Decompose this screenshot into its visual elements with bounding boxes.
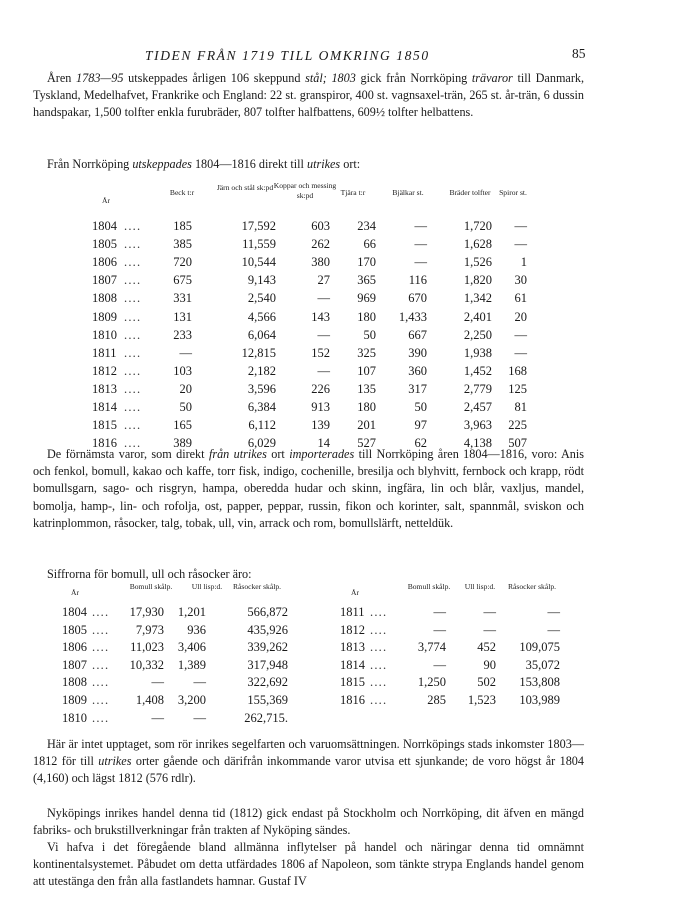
import-cell: 11,023 (130, 640, 164, 655)
export-cell: — (514, 345, 527, 360)
import-cell: 1,389 (177, 657, 206, 672)
export-leader: .... (124, 273, 142, 288)
import-cell: 35,072 (525, 657, 560, 672)
export-cell: 720 (173, 255, 192, 270)
export-cell: 180 (357, 400, 376, 414)
export-cell: 527 (357, 436, 376, 451)
import-leader: .... (370, 693, 388, 707)
import-leader: .... (92, 693, 110, 707)
export-cell: 116 (408, 273, 427, 288)
import-cell: 155,369 (247, 693, 288, 707)
export-cell: 262 (311, 237, 330, 252)
paragraph-exports-1804: Från Norrköping utskeppades 1804—1816 direkt till utrikes ort: (47, 157, 361, 171)
export-leader: .... (124, 418, 142, 433)
export-cell: 20 (179, 381, 192, 396)
export-cell: 103 (173, 363, 192, 378)
import-leader: .... (370, 675, 388, 690)
import-header-1-3: Råsocker skålp. (507, 582, 557, 591)
import-cell: 1,201 (177, 605, 206, 619)
import-cell: 339,262 (247, 640, 288, 655)
export-cell: 27 (317, 273, 330, 288)
export-cell: 675 (173, 273, 192, 288)
export-cell: 168 (508, 363, 527, 378)
paragraph-exports-1783: Åren 1783—95 utskeppades årligen 106 skeppund stål; 1803 gick från Norrköping trävaror till Danmark, Tyskland, Medelhafvet, Frankrike och England: 22 st. granspiror, 400 st. vagnsaxel-trän, 265 st. år-trän, 6 dussin handspakar, 1,500 tolfter enkla furubräder, 807 tolfter halfbattens, 609½ tolfter helbattens. (33, 71, 585, 120)
export-cell: 1816 (92, 436, 117, 451)
export-leader: .... (124, 237, 142, 252)
export-cell: 1813 (92, 381, 117, 396)
import-cell: 1806 (62, 640, 87, 655)
export-cell: 913 (311, 400, 330, 414)
import-cell: 17,930 (129, 605, 164, 619)
import-cell: 1813 (340, 640, 365, 655)
import-leader: .... (92, 622, 110, 637)
export-cell: 360 (408, 363, 427, 378)
export-header-0: År (101, 196, 110, 205)
export-cell: 14 (317, 436, 330, 451)
export-cell: — (317, 327, 330, 342)
import-cell: 502 (477, 675, 496, 690)
import-cell: 3,406 (177, 640, 206, 655)
paragraph-imports: De förnämsta varor, som direkt från utrikes ort importerades till Norrköping åren 1804—1816, voro: Anis och fenkol, bomull, kakao och kaffe, torr fisk, indigo, cochenille, bresilja och blyhvitt, fernbock och krapp, rödt bomullsgarn, sago- och risgryn, hampa, oberedda hudar och skinn, ingfära, lin och blår, vaxljus, mandel, bomolja, hamp-, lin- och rofolja, ost, papper, peppar, russin, fikon och korinter, salt, spannmål, sviskon och katrinplommon, råsocker, talg, tobak, ull, vin, arrack och rom, bomullslärft, netteldük. (33, 447, 585, 530)
import-header-0-0: År (70, 588, 79, 597)
export-cell: 390 (408, 345, 427, 360)
import-leader: .... (370, 605, 388, 619)
export-header-5: Bjälkar st. (392, 188, 424, 197)
paragraph-continental-system: Vi hafva i det föregående bland allmänna inflytelser på handel och näringar denna tid omnämnt kontinentalsystemet. Påbudet om detta utfärdades 1806 af Napoleon, som tänkte strypa Englands handel genom att utestänga den från alla fastlandets hamnar. Gustaf IV (33, 840, 584, 889)
import-cell: — (547, 605, 560, 619)
import-leader: .... (370, 657, 388, 672)
import-header-1-1: Bomull skålp. (407, 582, 451, 591)
export-cell: 670 (408, 291, 427, 306)
import-leader: .... (370, 622, 388, 637)
export-leader: .... (124, 219, 142, 233)
export-cell: 1,820 (463, 273, 492, 288)
import-cell: 3,200 (177, 693, 206, 707)
import-cell: 10,332 (129, 657, 164, 672)
import-cell: 1814 (340, 657, 365, 672)
export-cell: 1811 (92, 345, 117, 360)
export-cell: 225 (508, 418, 527, 433)
export-cell: 6,064 (247, 327, 276, 342)
export-leader: .... (124, 436, 142, 451)
import-cell: — (433, 605, 446, 619)
export-cell: 152 (311, 345, 330, 360)
import-cell: 435,926 (247, 622, 288, 637)
export-cell: 226 (311, 381, 330, 396)
export-cell: 107 (357, 363, 376, 378)
import-cell: 3,774 (417, 640, 446, 655)
import-cell: 1815 (340, 675, 365, 690)
import-cell: 452 (477, 640, 496, 655)
export-cell: 1,342 (463, 291, 492, 306)
export-cell: 1812 (92, 363, 117, 378)
export-leader: .... (124, 400, 142, 414)
import-cell: 1,408 (135, 693, 164, 707)
export-cell: 1,526 (463, 255, 492, 270)
import-cell: — (151, 710, 164, 725)
export-cell: 1806 (92, 255, 117, 270)
export-cell: 2,457 (463, 400, 492, 414)
export-cell: 365 (357, 273, 376, 288)
import-cell: 1812 (340, 622, 365, 637)
import-leader: .... (92, 605, 110, 619)
export-cell: 233 (173, 327, 192, 342)
import-cell: — (483, 605, 496, 619)
export-cell: 61 (514, 291, 527, 306)
import-cell: 1816 (340, 693, 365, 707)
import-cell: 103,989 (519, 693, 560, 707)
import-cell: — (193, 675, 206, 690)
import-cell: 153,808 (519, 675, 560, 690)
export-cell: — (414, 255, 427, 270)
export-cell: 17,592 (241, 219, 276, 233)
export-cell: 667 (408, 327, 427, 342)
import-header-0-3: Råsocker skålp. (232, 582, 282, 591)
export-cell: 2,401 (463, 309, 492, 324)
export-cell: 1814 (92, 400, 117, 414)
export-cell: 143 (311, 309, 330, 324)
export-cell: 3,963 (463, 418, 492, 433)
paragraph-import-intro: Siffrorna för bomull, ull och råsocker äro: (47, 567, 252, 581)
export-cell: 1805 (92, 237, 117, 252)
import-cell: 317,948 (247, 657, 288, 672)
export-cell: 9,143 (247, 273, 276, 288)
export-cell: 234 (357, 219, 376, 233)
export-leader: .... (124, 255, 142, 270)
paragraph-nykoping: Nyköpings inrikes handel denna tid (1812) gick endast på Stockholm och Norrköping, dit äfven en mängd fabriks- och brukstillverkningar från trakten af Nyköping sändes. (33, 806, 584, 838)
export-cell: 131 (173, 309, 192, 324)
export-cell: 165 (173, 418, 192, 433)
export-cell: 380 (311, 255, 330, 270)
export-header-1: Beck t:r (169, 188, 195, 197)
export-leader: .... (124, 381, 142, 396)
export-cell: 6,029 (247, 436, 276, 451)
export-cell: 6,384 (247, 400, 276, 414)
export-cell: 2,540 (247, 291, 276, 306)
export-cell: 125 (508, 381, 527, 396)
import-cell: 1807 (62, 657, 87, 672)
import-header-0-2: Ull lisp:d. (191, 582, 223, 591)
import-cell: — (547, 622, 560, 637)
export-cell: 331 (173, 291, 192, 306)
export-cell: 185 (173, 219, 192, 233)
import-cell: 1810 (62, 710, 87, 725)
export-cell: 1,452 (463, 363, 492, 378)
export-cell: 1,433 (398, 309, 427, 324)
import-leader: .... (92, 710, 110, 725)
export-cell: — (414, 219, 427, 233)
export-cell: 30 (514, 273, 527, 288)
export-cell: 1804 (92, 219, 117, 233)
import-cell: 1804 (62, 605, 87, 619)
import-header-1-0: År (350, 588, 359, 597)
running-title: TIDEN FRÅN 1719 TILL OMKRING 1850 (145, 48, 430, 63)
export-cell: 603 (311, 219, 330, 233)
import-cell: 322,692 (247, 675, 288, 690)
paragraph-inland-trade: Här är intet upptaget, som rör inrikes segelfarten och varuomsättningen. Norrköpings stads inkomster 1803—1812 för till utrikes orter gående och därifrån inkommande varor utvisa ett sjunkande; de voro högst år 1804 (4,160) och lägst 1812 (576 rdlr). (33, 737, 584, 786)
import-cell: 1811 (340, 605, 365, 619)
export-cell: — (317, 291, 330, 306)
export-cell: 10,544 (241, 255, 276, 270)
export-cell: 969 (357, 291, 376, 306)
export-cell: 11,559 (242, 237, 276, 252)
export-cell: 50 (179, 400, 192, 414)
export-cell: — (514, 219, 527, 233)
import-cell: 90 (483, 657, 496, 672)
export-cell: 1815 (92, 418, 117, 433)
export-header-7: Spiror st. (499, 188, 527, 197)
import-cell: 1809 (62, 693, 87, 707)
export-leader: .... (124, 363, 142, 378)
export-cell: 317 (408, 381, 427, 396)
export-header-2: Järn och stål sk:pd (216, 183, 274, 192)
export-cell: 135 (357, 381, 376, 396)
import-leader: .... (370, 640, 388, 655)
export-cell: 81 (514, 400, 527, 414)
import-header-1-2: Ull lisp:d. (464, 582, 496, 591)
import-leader: .... (92, 640, 110, 655)
import-cell: 109,075 (519, 640, 560, 655)
export-cell: 1809 (92, 309, 117, 324)
export-cell: 1 (520, 255, 527, 270)
import-cell: 7,973 (135, 622, 164, 637)
import-leader: .... (92, 675, 110, 690)
import-cell: — (193, 710, 206, 725)
export-cell: 385 (173, 237, 192, 252)
import-header-0-1: Bomull skålp. (129, 582, 173, 591)
export-cell: 6,112 (248, 418, 276, 433)
export-cell: 12,815 (241, 345, 276, 360)
export-cell: — (317, 363, 330, 378)
import-cell: — (151, 675, 164, 690)
import-cell: — (433, 622, 446, 637)
import-cell: 1805 (62, 622, 87, 637)
export-cell: 180 (357, 309, 376, 324)
export-cell: 62 (414, 436, 427, 451)
export-cell: 2,250 (463, 327, 492, 342)
import-cell: 936 (187, 622, 206, 637)
page-number: 85 (572, 46, 586, 61)
export-cell: 97 (414, 418, 427, 433)
export-cell: 325 (357, 345, 376, 360)
export-cell: 50 (414, 400, 427, 414)
export-cell: 1,720 (463, 219, 492, 233)
export-cell: 4,566 (247, 309, 276, 324)
import-cell: — (483, 622, 496, 637)
export-cell: 1,628 (463, 237, 492, 252)
import-cell: 1808 (62, 675, 87, 690)
export-cell: — (514, 237, 527, 252)
export-cell: 507 (508, 436, 527, 451)
export-cell: 1808 (92, 291, 117, 306)
export-cell: 4,138 (463, 436, 492, 451)
export-cell: — (179, 345, 192, 360)
export-cell: 170 (357, 255, 376, 270)
export-cell: 201 (357, 418, 376, 433)
import-cell: 566,872 (247, 605, 288, 619)
export-header-6: Bräder tolfter (449, 188, 491, 197)
export-cell: 1,938 (463, 345, 492, 360)
export-cell: 2,779 (463, 381, 492, 396)
export-cell: 1810 (92, 327, 117, 342)
export-cell: 66 (363, 237, 376, 252)
export-header-3: Koppar och messing sk:pd (273, 181, 337, 201)
export-leader: .... (124, 327, 142, 342)
import-cell: — (433, 657, 446, 672)
export-header-4: Tjära t:r (340, 188, 366, 197)
export-cell: 139 (311, 418, 330, 433)
export-cell: — (514, 327, 527, 342)
export-cell: 50 (363, 327, 376, 342)
export-cell: 20 (514, 309, 527, 324)
import-cell: 262,715. (244, 710, 288, 725)
export-cell: 389 (173, 436, 192, 451)
import-cell: 1,523 (467, 693, 496, 707)
export-cell: 1807 (92, 273, 117, 288)
export-cell: — (414, 237, 427, 252)
export-leader: .... (124, 345, 142, 360)
export-leader: .... (124, 291, 142, 306)
export-cell: 3,596 (247, 381, 276, 396)
import-leader: .... (92, 657, 110, 672)
export-leader: .... (124, 309, 142, 324)
export-cell: 2,182 (247, 363, 276, 378)
import-cell: 285 (427, 693, 446, 707)
import-cell: 1,250 (417, 675, 446, 690)
